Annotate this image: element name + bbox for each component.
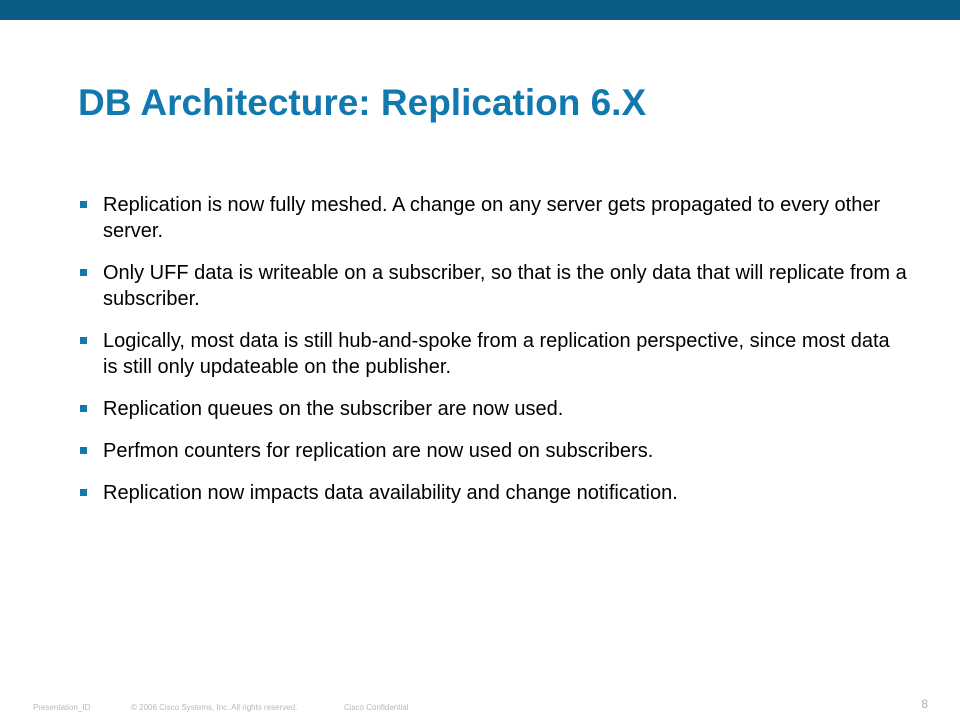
copyright-notice: © 2006 Cisco Systems, Inc. All rights reserved. [131,703,298,712]
square-bullet-icon [80,489,87,496]
bullet-text: Replication is now fully meshed. A change on any server gets propagated to every other server. [103,194,881,242]
header-bar [0,0,960,20]
bullet-text: Only UFF data is writeable on a subscriber, so that is the only data that will replicate from a subscriber. [103,262,907,310]
square-bullet-icon [80,405,87,412]
confidentiality-label: Cisco Confidential [344,703,409,712]
bullet-item [78,480,908,506]
footer [33,703,408,712]
bullet-item [78,396,908,422]
presentation-id: Presentation_ID [33,703,91,712]
bullet-list [78,192,908,522]
page-number: 8 [921,697,928,711]
bullet-item [78,328,908,380]
bullet-text: Perfmon counters for replication are now used on subscribers. [103,440,654,462]
bullet-item [78,192,908,244]
square-bullet-icon [80,201,87,208]
bullet-text: Replication now impacts data availability and change notification. [103,482,678,504]
square-bullet-icon [80,269,87,276]
bullet-text: Replication queues on the subscriber are now used. [103,398,564,420]
slide-title: DB Architecture: Replication 6.X [78,82,647,123]
bullet-item [78,438,908,464]
bullet-text: Logically, most data is still hub-and-spoke from a replication perspective, since most data is still only updateable on the publisher. [103,330,890,378]
square-bullet-icon [80,447,87,454]
bullet-item [78,260,908,312]
square-bullet-icon [80,337,87,344]
